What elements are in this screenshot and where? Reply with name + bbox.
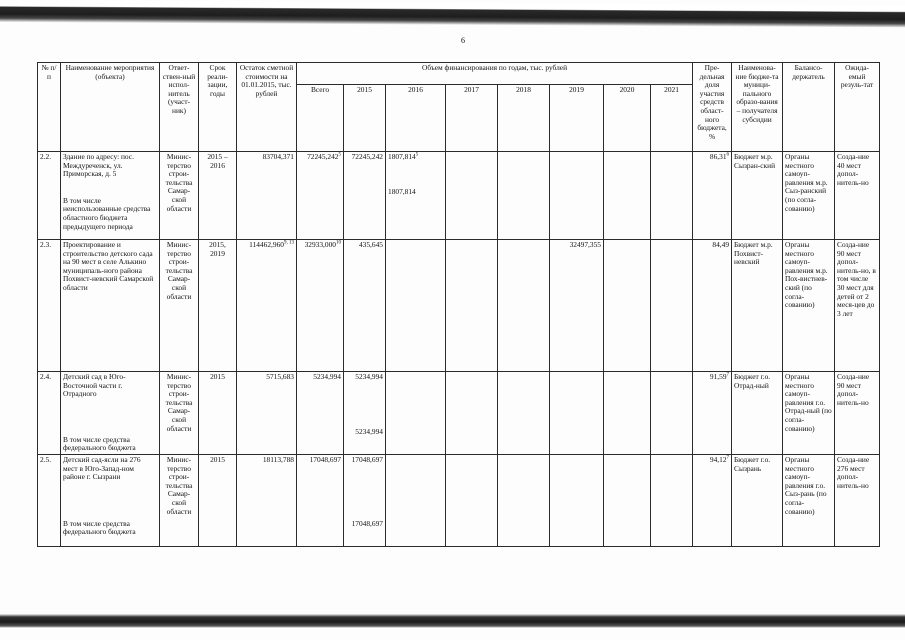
row-remainder: 18113,788 bbox=[237, 454, 297, 546]
row-2015: 72245,242 bbox=[344, 152, 386, 240]
row-2020 bbox=[604, 372, 651, 455]
row-2017 bbox=[446, 372, 498, 455]
row-total-value: 32933,000 bbox=[304, 240, 336, 249]
row-result: Созда-ние 276 мест допол-нитель-но bbox=[835, 454, 880, 546]
row-share bbox=[693, 152, 732, 240]
row-name bbox=[61, 372, 160, 455]
row-2018 bbox=[498, 454, 550, 546]
header-total: Всего bbox=[297, 85, 344, 152]
scan-border-bottom bbox=[0, 614, 905, 628]
row-2020 bbox=[604, 454, 651, 546]
row-2017 bbox=[446, 240, 498, 372]
row-term: 2015 bbox=[199, 372, 237, 455]
table-row bbox=[38, 240, 880, 372]
scan-border-top bbox=[0, 0, 905, 28]
row-budget: Бюджет м.р. Похвист-невский bbox=[732, 240, 783, 372]
row-name bbox=[61, 152, 160, 240]
row-share-footnote: 6 bbox=[726, 152, 730, 158]
row-name: Проектирование и строительство детского сада на 90 мест в селе Алькино муниципаль-ного района Похвист-невский Самарской области bbox=[61, 240, 160, 372]
row-2016-value: 1807,814 bbox=[388, 152, 416, 161]
header-term: Срок реали-зации, годы bbox=[199, 63, 237, 152]
row-num: 2.5. bbox=[38, 454, 61, 546]
row-name-sub: В том числе неиспользованные средства областного бюджета предыдущего периода bbox=[63, 195, 151, 231]
row-2021 bbox=[651, 152, 693, 240]
header-holder: Балансо-держатель bbox=[783, 63, 835, 152]
row-2018 bbox=[498, 152, 550, 240]
row-total-value: 72245,242 bbox=[307, 152, 339, 161]
row-name-sub: В том числе средства федерального бюджета bbox=[63, 518, 136, 537]
header-year-2018: 2018 bbox=[498, 85, 550, 152]
row-term: 2015 bbox=[199, 454, 237, 546]
table-row bbox=[38, 454, 880, 546]
row-total-footnote: 10 bbox=[336, 240, 341, 246]
row-executor: Минис-терство строи-тельства Самар-ской области bbox=[160, 152, 199, 240]
row-2019 bbox=[550, 372, 604, 455]
row-2019 bbox=[550, 454, 604, 546]
header-year-2020: 2020 bbox=[604, 85, 651, 152]
row-2015 bbox=[344, 454, 386, 546]
row-2017 bbox=[446, 454, 498, 546]
header-share: Пре-дельная доля участия средств област-ного бюджета, % bbox=[693, 63, 732, 152]
row-2016 bbox=[386, 454, 446, 546]
row-2015-sub-value: 17048,697 bbox=[351, 518, 383, 528]
header-remainder: Остаток сметной стоимости на 01.01.2015, тыс. рублей bbox=[237, 63, 297, 152]
row-2016 bbox=[386, 152, 446, 240]
row-2018 bbox=[498, 372, 550, 455]
row-name bbox=[61, 454, 160, 546]
row-share bbox=[693, 454, 732, 546]
row-holder: Органы местного самоуп-равления м.р. Сыз-ранский (по согла-сованию) bbox=[783, 152, 835, 240]
row-share-value: 94,12 bbox=[709, 454, 727, 464]
header-executor: Ответ-ствен-ный испол-нитель (участ-ник) bbox=[160, 63, 199, 152]
row-2016-footnote: 5 bbox=[415, 152, 419, 158]
row-budget: Бюджет г.о. Отрад-ный bbox=[732, 372, 783, 455]
row-2015: 435,645 bbox=[344, 240, 386, 372]
row-total bbox=[297, 240, 344, 372]
header-financing: Объем финансирования по годам, тыс. рублей bbox=[297, 63, 693, 85]
row-num: 2.4. bbox=[38, 372, 61, 455]
table-row bbox=[38, 372, 880, 455]
row-2021 bbox=[651, 372, 693, 455]
row-executor: Минис-терство строи-тельства Самар-ской области bbox=[160, 454, 199, 546]
header-row-top bbox=[38, 63, 880, 85]
row-total-footnote: 5 bbox=[338, 152, 341, 158]
row-total bbox=[297, 152, 344, 240]
row-name-main: Детский сад-ясли на 276 мест в Юго-Запад-ном районе г. Сызрани bbox=[63, 454, 141, 482]
row-share-footnote: 7 bbox=[726, 455, 730, 461]
row-2020 bbox=[604, 240, 651, 372]
header-budget: Наименова-ние бюдже-та муници-пального образо-вания – получателя субсидии bbox=[732, 63, 783, 152]
row-name-main: Детский сад в Юго-Восточной части г. Отрадного bbox=[63, 372, 126, 399]
header-result: Ожида-емый резуль-тат bbox=[835, 63, 880, 152]
page-number: 6 bbox=[461, 36, 465, 45]
row-num: 2.3. bbox=[38, 240, 61, 372]
row-2016 bbox=[386, 240, 446, 372]
row-share bbox=[693, 372, 732, 455]
row-2015-value: 5234,994 bbox=[355, 372, 383, 381]
row-executor: Минис-терство строи-тельства Самар-ской области bbox=[160, 240, 199, 372]
row-share-value: 86,31 bbox=[709, 152, 727, 161]
row-budget: Бюджет г.о. Сызрань bbox=[732, 454, 783, 546]
header-year-2015: 2015 bbox=[344, 85, 386, 152]
row-remainder-footnote: 9, 13 bbox=[284, 240, 294, 246]
row-holder: Органы местного самоуп-равления г.о. Отрад-ный (по согла-сованию) bbox=[783, 372, 835, 455]
financing-table bbox=[37, 62, 880, 547]
row-holder: Органы местного самоуп-равления м.р. Пох-вистнев-ский (по согла-сованию) bbox=[783, 240, 835, 372]
row-2016-sub-value: 1807,814 bbox=[388, 186, 416, 196]
row-2019 bbox=[550, 152, 604, 240]
row-2015-value: 17048,697 bbox=[351, 454, 383, 464]
row-name-sub: В том числе средства федерального бюджета bbox=[63, 434, 136, 453]
row-2015-sub-value: 5234,994 bbox=[355, 426, 383, 436]
header-year-2019: 2019 bbox=[550, 85, 604, 152]
row-2019: 32497,355 bbox=[550, 240, 604, 372]
row-holder: Органы местного самоуп-равления г.о. Сыз-рань (по согла-сованию) bbox=[783, 454, 835, 546]
row-2020 bbox=[604, 152, 651, 240]
row-total: 17048,697 bbox=[297, 454, 344, 546]
row-term: 2015, 2019 bbox=[199, 240, 237, 372]
row-executor: Минис-терство строи-тельства Самар-ской области bbox=[160, 372, 199, 455]
row-2018 bbox=[498, 240, 550, 372]
row-num: 2.2. bbox=[38, 152, 61, 240]
row-2016 bbox=[386, 372, 446, 455]
row-term: 2015 – 2016 bbox=[199, 152, 237, 240]
row-share: 84,49 bbox=[693, 240, 732, 372]
row-remainder-value: 114462,960 bbox=[249, 240, 284, 249]
row-share-footnote: 7 bbox=[726, 372, 730, 378]
header-year-2017: 2017 bbox=[446, 85, 498, 152]
row-name-main: Здание по адресу: пос. Междуреченск, ул. Приморская, д. 5 bbox=[63, 152, 134, 179]
row-budget: Бюджет м.р. Сызран-ский bbox=[732, 152, 783, 240]
row-share-value: 91,59 bbox=[709, 372, 727, 381]
row-total: 5234,994 bbox=[297, 372, 344, 455]
row-2017 bbox=[446, 152, 498, 240]
row-remainder bbox=[237, 240, 297, 372]
header-name: Наименование мероприятия (объекта) bbox=[61, 63, 160, 152]
header-year-2021: 2021 bbox=[651, 85, 693, 152]
row-remainder: 5715,683 bbox=[237, 372, 297, 455]
row-2021 bbox=[651, 454, 693, 546]
row-2015 bbox=[344, 372, 386, 455]
row-2021 bbox=[651, 240, 693, 372]
header-year-2016: 2016 bbox=[386, 85, 446, 152]
row-remainder: 83704,371 bbox=[237, 152, 297, 240]
row-result: Созда-ние 90 мест допол-нитель-но, в том числе 30 мест для детей от 2 меся-цев до 3 лет bbox=[835, 240, 880, 372]
table-row bbox=[38, 152, 880, 240]
header-num: № п/п bbox=[38, 63, 61, 152]
row-result: Созда-ние 40 мест допол-нитель-но bbox=[835, 152, 880, 240]
row-result: Созда-ние 90 мест допол-нитель-но bbox=[835, 372, 880, 455]
